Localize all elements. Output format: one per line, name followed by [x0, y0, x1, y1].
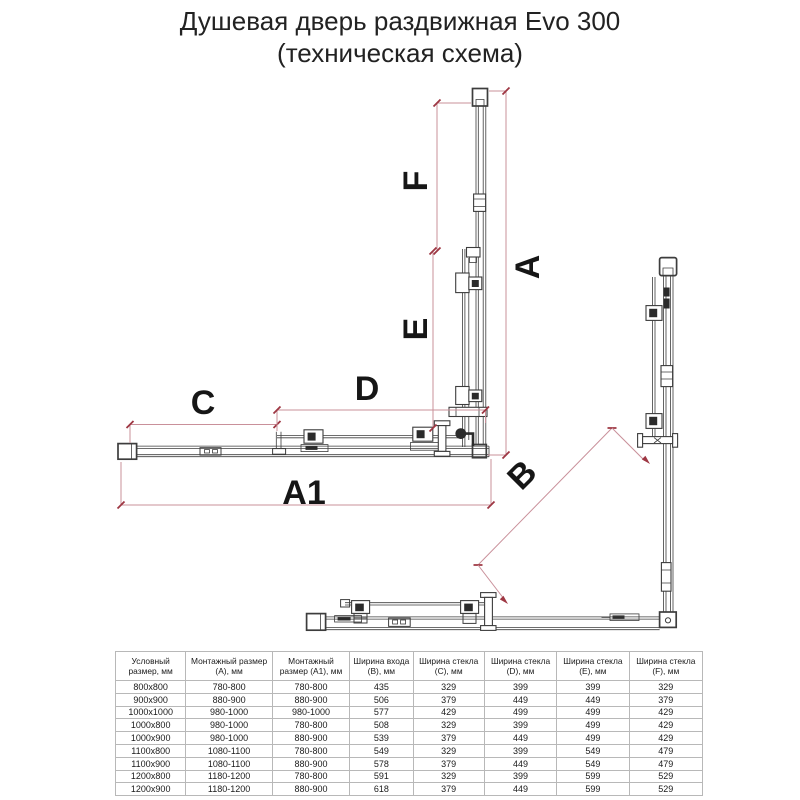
col-header-glass-width-c: Ширина стекла (C), мм: [413, 652, 484, 681]
table-cell: 549: [557, 757, 629, 770]
table-cell: 1200x800: [116, 770, 186, 783]
roller-carriage: [410, 427, 438, 450]
table-cell: 329: [413, 770, 484, 783]
table-cell: 1100x900: [116, 757, 186, 770]
dim-label-e: E: [397, 317, 435, 341]
table-cell: 780-800: [272, 681, 349, 694]
table-cell: 399: [484, 719, 556, 732]
plan-view-open: [307, 258, 678, 631]
wall-profile-vertical: [473, 89, 488, 458]
table-body: [116, 681, 703, 796]
table-cell: 479: [629, 757, 702, 770]
roller-carriage: [352, 601, 370, 623]
table-cell: 449: [557, 693, 629, 706]
door-edge-post: [638, 434, 678, 448]
table-cell: 508: [350, 719, 413, 732]
table-cell: 980-1000: [186, 706, 272, 719]
table-cell: 780-800: [272, 770, 349, 783]
table-cell: 980-1000: [186, 732, 272, 745]
size-specification-table: [115, 651, 703, 796]
table-header-row: [116, 652, 703, 681]
table-cell: 529: [629, 770, 702, 783]
table-cell: 429: [629, 719, 702, 732]
door-edge-post: [434, 421, 450, 456]
dimension-a1: [118, 459, 495, 512]
table-cell: 329: [413, 744, 484, 757]
table-cell: 429: [629, 732, 702, 745]
table-cell: 1200x900: [116, 783, 186, 796]
table-cell: 549: [350, 744, 413, 757]
table-row: [116, 732, 703, 745]
col-header-glass-width-d: Ширина стекла (D), мм: [484, 652, 556, 681]
table-row: [116, 770, 703, 783]
table-cell: 329: [629, 681, 702, 694]
table-cell: 549: [557, 744, 629, 757]
table-cell: 429: [629, 706, 702, 719]
table-cell: 499: [484, 706, 556, 719]
table-cell: 780-800: [272, 744, 349, 757]
table-cell: 618: [350, 783, 413, 796]
table-cell: 578: [350, 757, 413, 770]
table-cell: 506: [350, 693, 413, 706]
table-cell: 449: [484, 693, 556, 706]
dim-label-b: B: [500, 453, 545, 498]
table-cell: 880-900: [272, 732, 349, 745]
table-cell: 780-800: [272, 719, 349, 732]
dim-label-a: A: [509, 254, 547, 280]
table-cell: 880-900: [272, 783, 349, 796]
table-cell: 449: [484, 757, 556, 770]
corner-roller: [455, 428, 473, 446]
table-cell: 379: [413, 783, 484, 796]
open-view-horizontal-rail: [307, 593, 660, 631]
table-cell: 1080-1100: [186, 744, 272, 757]
roller-carriage: [646, 306, 662, 321]
dimension-f: [397, 100, 471, 255]
title-line-2: (техническая схема): [277, 37, 523, 68]
col-header-entry-width-b: Ширина входа (B), мм: [350, 652, 413, 681]
table-cell: 479: [629, 744, 702, 757]
table-cell: 499: [557, 706, 629, 719]
table-cell: 1100x800: [116, 744, 186, 757]
table-cell: 780-800: [186, 681, 272, 694]
col-header-mount-size-a: Монтажный размер (A), мм: [186, 652, 272, 681]
plan-view-closed: [118, 88, 548, 513]
dimension-b: [474, 428, 651, 604]
table-cell: 1000x800: [116, 719, 186, 732]
table-row: [116, 719, 703, 732]
table-cell: 379: [629, 693, 702, 706]
table-cell: 449: [484, 732, 556, 745]
table-cell: 880-900: [272, 693, 349, 706]
table-row: [116, 681, 703, 694]
roller-carriage: [461, 601, 479, 624]
table-cell: 1080-1100: [186, 757, 272, 770]
table-cell: 435: [350, 681, 413, 694]
table-cell: 379: [413, 693, 484, 706]
table-cell: 499: [557, 719, 629, 732]
dim-label-d: D: [354, 370, 380, 408]
table-cell: 329: [413, 681, 484, 694]
table-row: [116, 693, 703, 706]
table-row: [116, 706, 703, 719]
table-cell: 399: [557, 681, 629, 694]
table-cell: 800x800: [116, 681, 186, 694]
table-cell: 1000x900: [116, 732, 186, 745]
dimension-e: [397, 248, 437, 432]
dim-label-f: F: [397, 170, 435, 192]
table-cell: 880-900: [272, 757, 349, 770]
table-cell: 399: [484, 770, 556, 783]
table-cell: 577: [350, 706, 413, 719]
roller-carriage: [456, 387, 482, 405]
door-edge-post: [481, 593, 496, 631]
roller-carriage: [456, 273, 482, 293]
table-cell: 591: [350, 770, 413, 783]
table-row: [116, 783, 703, 796]
col-header-mount-size-a1: Монтажный размер (A1), мм: [272, 652, 349, 681]
col-header-nominal-size: Условный размер, мм: [116, 652, 186, 681]
table-cell: 599: [557, 783, 629, 796]
dimension-c: [127, 384, 281, 443]
roller-carriage: [646, 414, 662, 429]
table-cell: 1180-1200: [186, 770, 272, 783]
table-cell: 1000x1000: [116, 706, 186, 719]
title-line-1: Душевая дверь раздвижная Evo 300: [179, 6, 621, 36]
table-cell: 880-900: [186, 693, 272, 706]
table-cell: 399: [484, 744, 556, 757]
table-row: [116, 744, 703, 757]
table-cell: 900x900: [116, 693, 186, 706]
table-row: [116, 757, 703, 770]
open-view-vertical-rail: [602, 258, 678, 628]
table-cell: 980-1000: [186, 719, 272, 732]
table-cell: 539: [350, 732, 413, 745]
table-cell: 599: [557, 770, 629, 783]
dim-label-c: C: [190, 384, 216, 422]
table-cell: 1180-1200: [186, 783, 272, 796]
table-cell: 449: [484, 783, 556, 796]
table-cell: 329: [413, 719, 484, 732]
col-header-glass-width-e: Ширина стекла (E), мм: [557, 652, 629, 681]
table-cell: 529: [629, 783, 702, 796]
table-cell: 399: [484, 681, 556, 694]
table-cell: 379: [413, 732, 484, 745]
glass-clamp: [200, 448, 221, 455]
table-cell: 980-1000: [272, 706, 349, 719]
table-cell: 379: [413, 757, 484, 770]
col-header-glass-width-f: Ширина стекла (F), мм: [629, 652, 702, 681]
dim-label-a1: A1: [282, 474, 326, 512]
sliding-door-e: [449, 248, 487, 448]
table-cell: 499: [557, 732, 629, 745]
sliding-door-d: [277, 421, 473, 456]
table-cell: 429: [413, 706, 484, 719]
dimension-a: [488, 88, 547, 459]
